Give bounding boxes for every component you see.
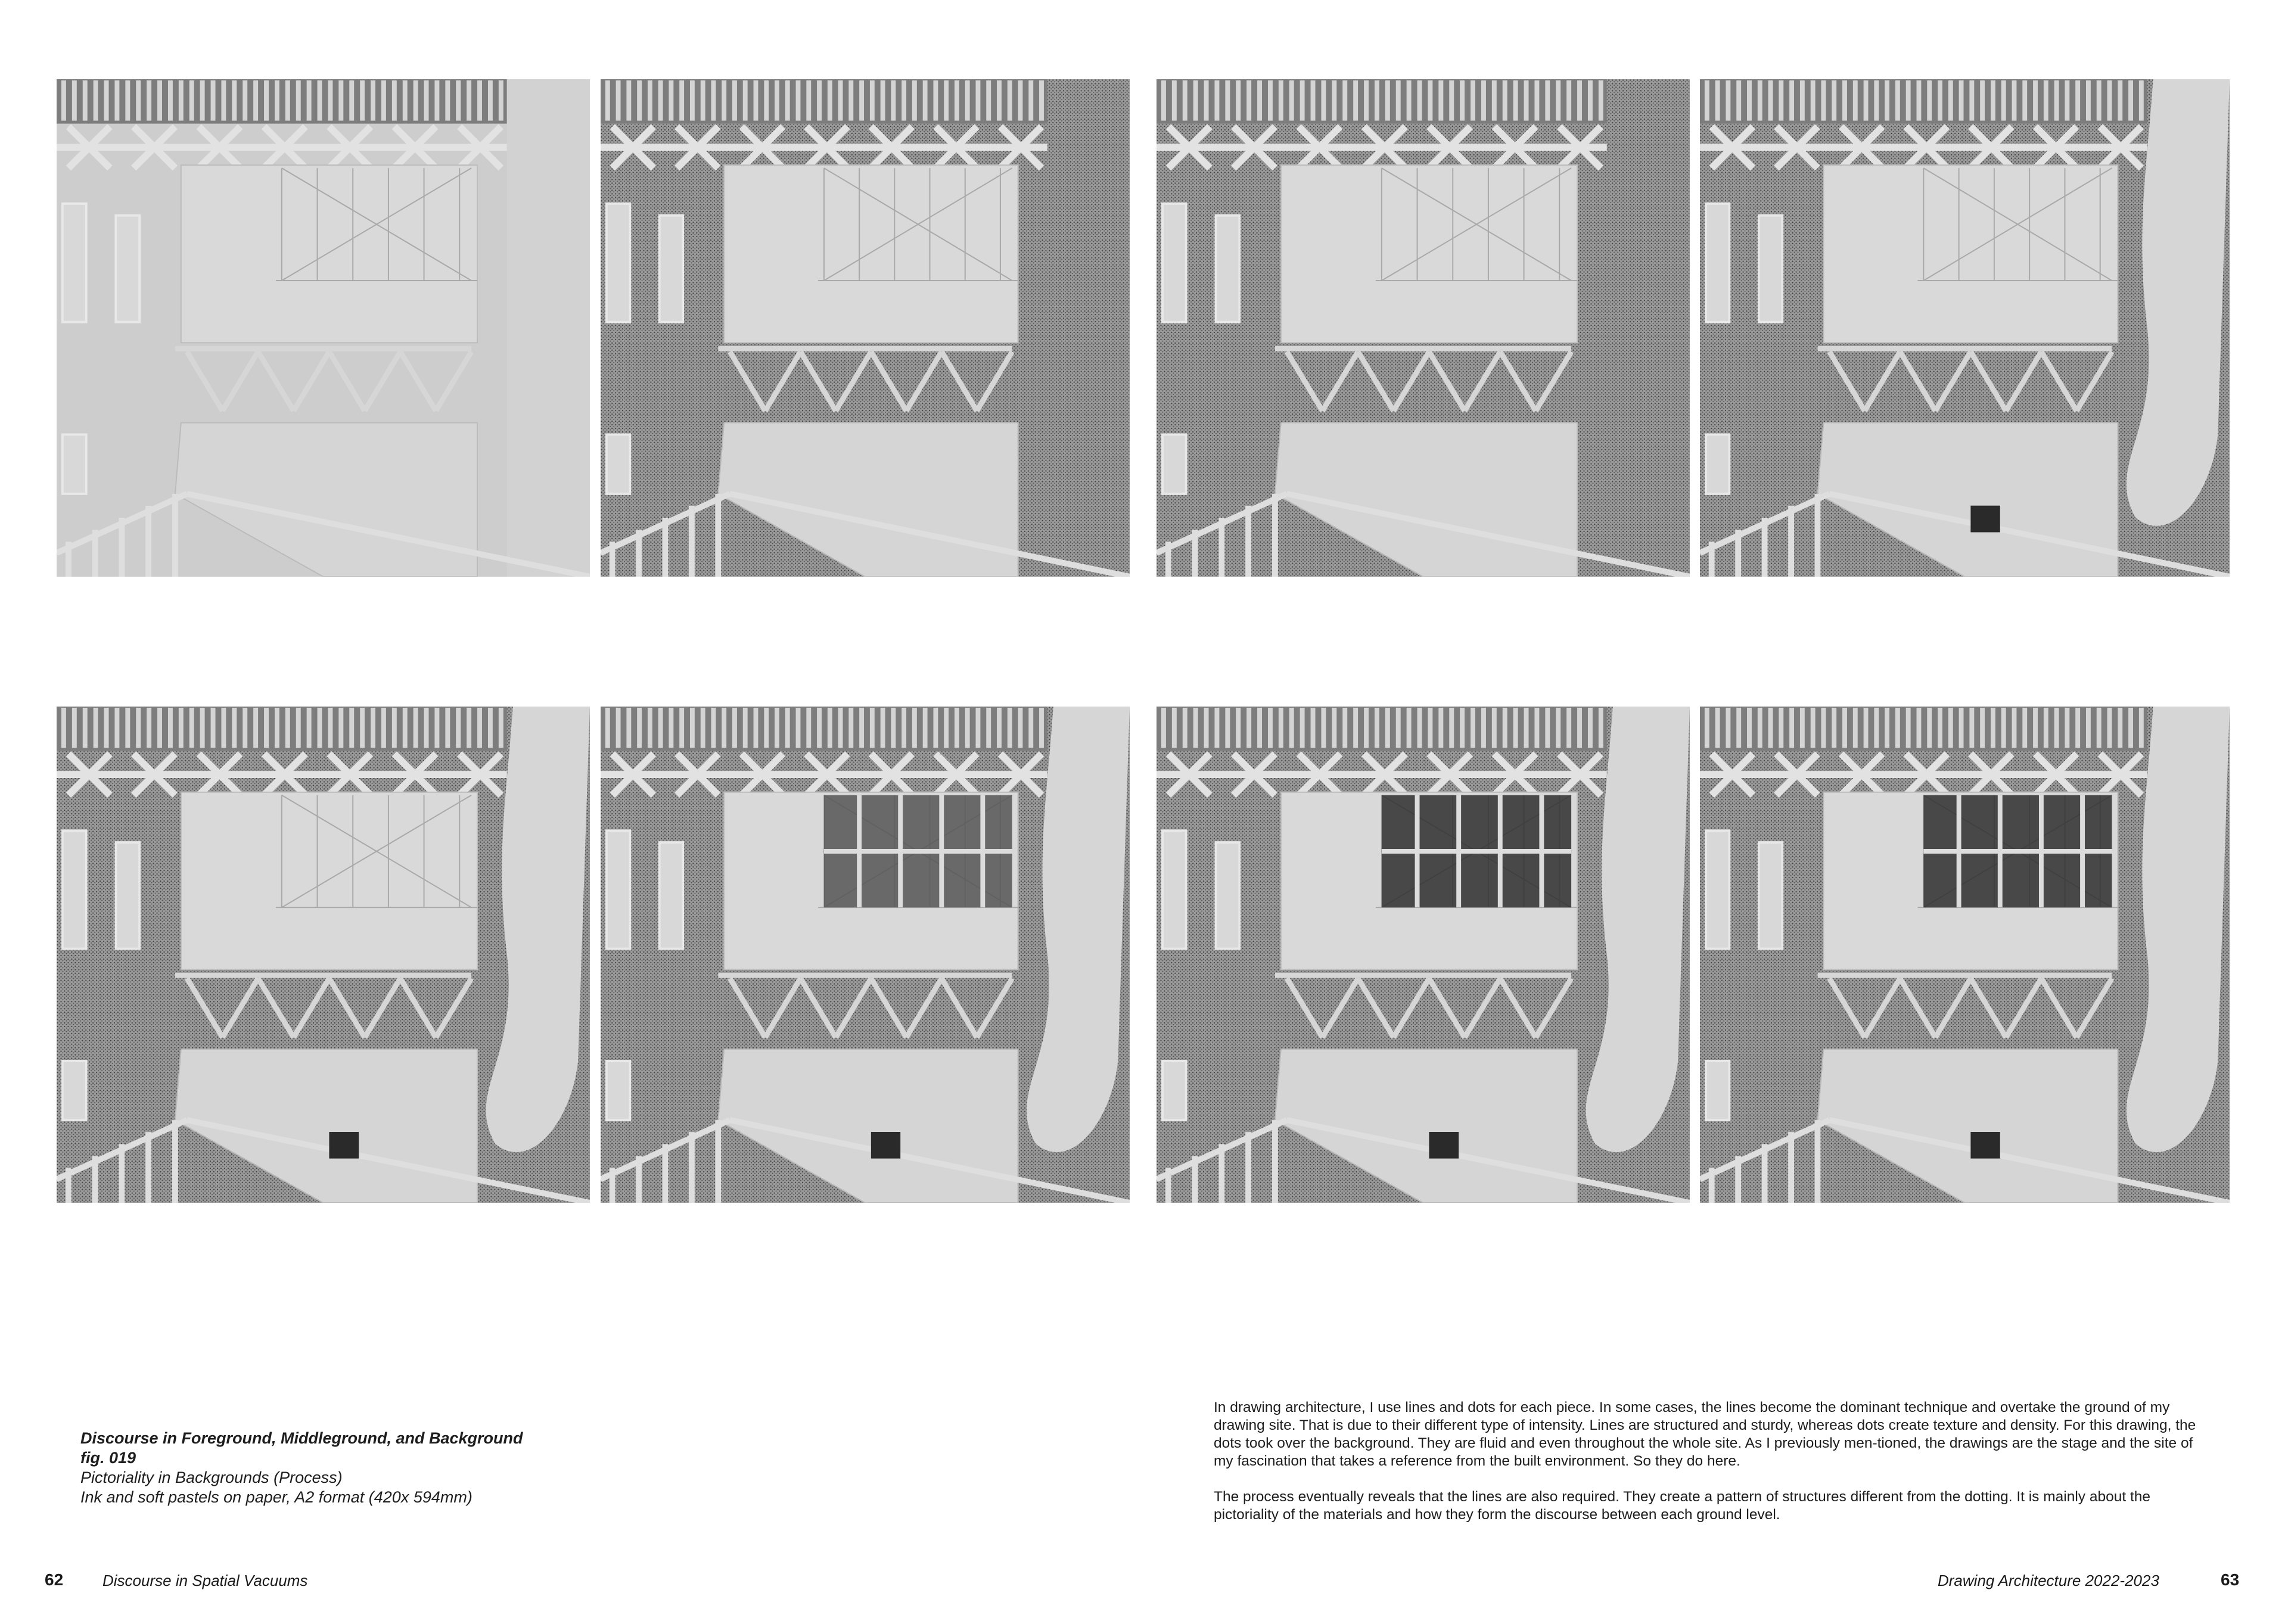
left-page-number: 62 [45,1570,64,1589]
body-paragraph-2: The process eventually reveals that the lines are also required. They create a pattern of structures different from the dotting. It is mainly about the pictoriality of the materials and how they form the discourse between each ground level. [1214,1489,2151,1523]
right-running-title: Drawing Architecture 2022-2023 [1938,1572,2159,1589]
drawing-stage-4 [1700,79,2230,577]
process-drawing-stage-8 [1700,707,2230,1203]
caption-title: Discourse in Foreground, Middleground, and Background [80,1429,523,1447]
drawing-stage-5 [57,707,590,1203]
process-drawing-stage-2 [601,79,1130,577]
body-paragraph-1: In drawing architecture, I use lines and dots for each piece. In some cases, the lines become the dominant technique and overtake the ground of my drawing site. That is due to their different type of intensity. Lines are structured and sturdy, whereas dots create texture and density. For this drawing, the dots took over the background. They are fluid and even throughout the whole site. As I previously men-tioned, the drawings are the stage and the site of my fascination that takes a reference from the built environment. So they do here. [1214,1399,2196,1469]
drawing-stage-7 [1157,707,1690,1203]
drawing-stage-2 [601,79,1130,577]
body-text [1214,1399,2203,1542]
drawing-stage-6 [601,707,1130,1203]
process-drawing-stage-6 [601,707,1130,1203]
caption-fig-number: fig. 019 [80,1449,136,1467]
right-page-number: 63 [2221,1570,2240,1589]
process-drawing-stage-7 [1157,707,1690,1203]
process-drawing-stage-4 [1700,79,2230,577]
drawing-stage-1 [57,79,590,577]
process-drawing-stage-3 [1157,79,1690,577]
figure-caption [80,1429,617,1507]
process-drawing-stage-1 [57,79,590,577]
caption-subtitle: Pictoriality in Backgrounds (Process) [80,1469,343,1486]
drawing-stage-8 [1700,707,2230,1203]
left-running-title: Discourse in Spatial Vacuums [102,1572,308,1589]
caption-medium: Ink and soft pastels on paper, A2 format (420x 594mm) [80,1488,472,1506]
drawing-stage-3 [1157,79,1690,577]
process-drawing-stage-5 [57,707,590,1203]
